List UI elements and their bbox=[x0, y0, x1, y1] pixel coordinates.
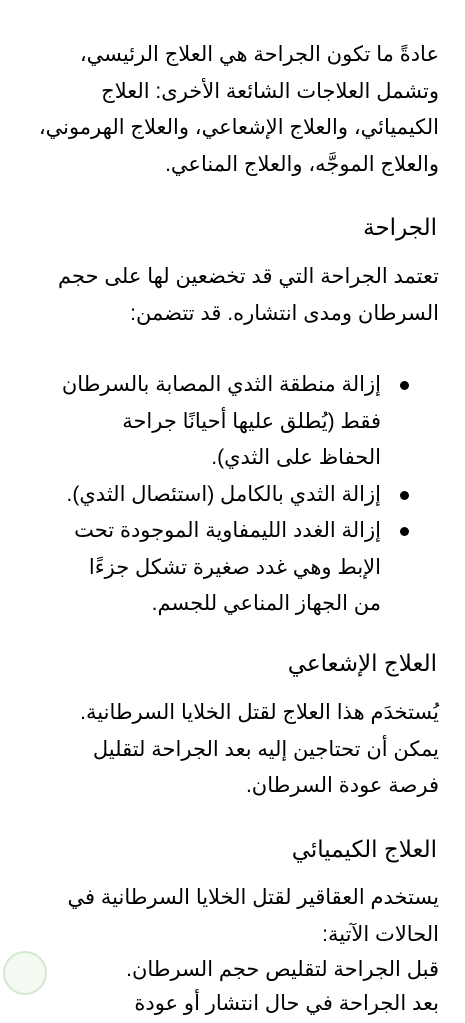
chemotherapy-item: قبل الجراحة لتقليص حجم السرطان. bbox=[126, 958, 439, 981]
bullet-icon bbox=[400, 527, 409, 536]
surgery-paragraph: تعتمد الجراحة التي قد تخضعين لها على حجم السرطان ومدى انتشاره. قد تتضمن: bbox=[58, 265, 439, 325]
chemotherapy-item-cut: بعد الجراحة في حال انتشار أو عودة bbox=[134, 992, 439, 1015]
chemotherapy-paragraph: يستخدم العقاقير لقتل الخلايا السرطانية في الحالات الآتية: bbox=[67, 886, 439, 946]
bullet-icon bbox=[400, 491, 409, 500]
list-item: إزالة الثدي بالكامل (استئصال الثدي). bbox=[61, 477, 439, 514]
surgery-bullet-list bbox=[19, 367, 439, 623]
section-heading-surgery: الجراحة bbox=[363, 214, 437, 240]
list-item: إزالة منطقة الثدي المصابة بالسرطان فقط (يُطلق عليها أحيانًا جراحة الحفاظ على الثدي). bbox=[61, 367, 439, 477]
bullet-icon bbox=[400, 381, 409, 390]
intro-paragraph: عادةً ما تكون الجراحة هي العلاج الرئيسي، وتشمل العلاجات الشائعة الأخرى: العلاج الكيميائي، والعلاج الإشعاعي، والعلاج الهرموني، والعلاج الموجَّه، والعلاج المناعي. bbox=[38, 43, 439, 176]
logo-watermark-icon bbox=[3, 951, 47, 995]
section-heading-radiotherapy: العلاج الإشعاعي bbox=[287, 650, 437, 676]
list-item: إزالة الغدد الليمفاوية الموجودة تحت الإبط وهي غدد صغيرة تشكل جزءًا من الجهاز المناعي للجسم. bbox=[61, 513, 439, 623]
section-heading-chemotherapy: العلاج الكيميائي bbox=[291, 836, 437, 862]
radiotherapy-paragraph: يُستخدَم هذا العلاج لقتل الخلايا السرطانية. يمكن أن تحتاجين إليه بعد الجراحة لتقليل فرصة عودة السرطان. bbox=[80, 701, 439, 797]
